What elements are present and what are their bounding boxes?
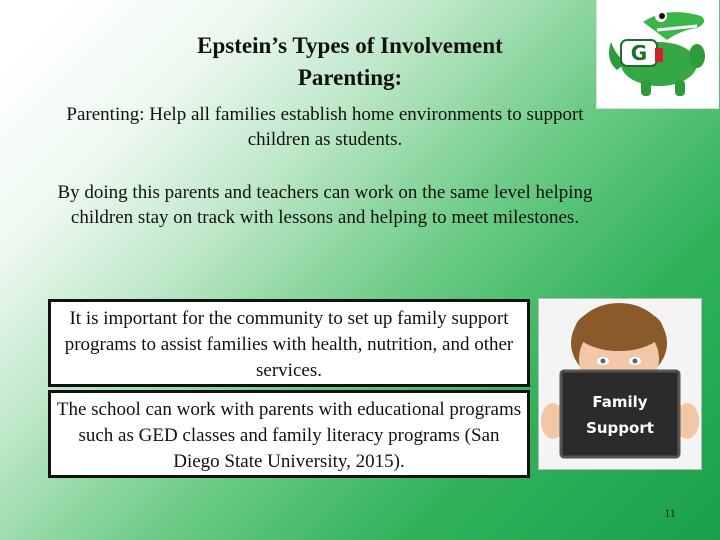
chalkboard-line-1: Family — [592, 393, 648, 411]
logo-letter: G — [630, 41, 648, 65]
family-support-photo — [538, 298, 702, 470]
school-programs-textbox: The school can work with parents with educational programs such as GED classes and family literacy programs (San Diego State University, 2015). — [48, 390, 530, 478]
title-line-2: Parenting: — [297, 65, 403, 90]
community-support-textbox: It is important for the community to set up family support programs to assist families with health, nutrition, and other services. — [48, 299, 530, 387]
mascot-logo — [596, 0, 719, 109]
chalkboard-line-2: Support — [586, 419, 654, 437]
boy-holding-chalkboard-image — [539, 299, 701, 469]
parenting-definition-paragraph: Parenting: Help all families establish home environments to support children as students. — [66, 104, 584, 150]
benefits-paragraph: By doing this parents and teachers can work on the same level helping children stay on track with lessons and helping to meet milestones. — [57, 182, 593, 228]
title-line-1: Epstein’s Types of Involvement — [197, 33, 503, 58]
alligator-icon — [597, 0, 719, 108]
slide-title — [110, 30, 590, 94]
page-number: 11 — [664, 506, 676, 520]
